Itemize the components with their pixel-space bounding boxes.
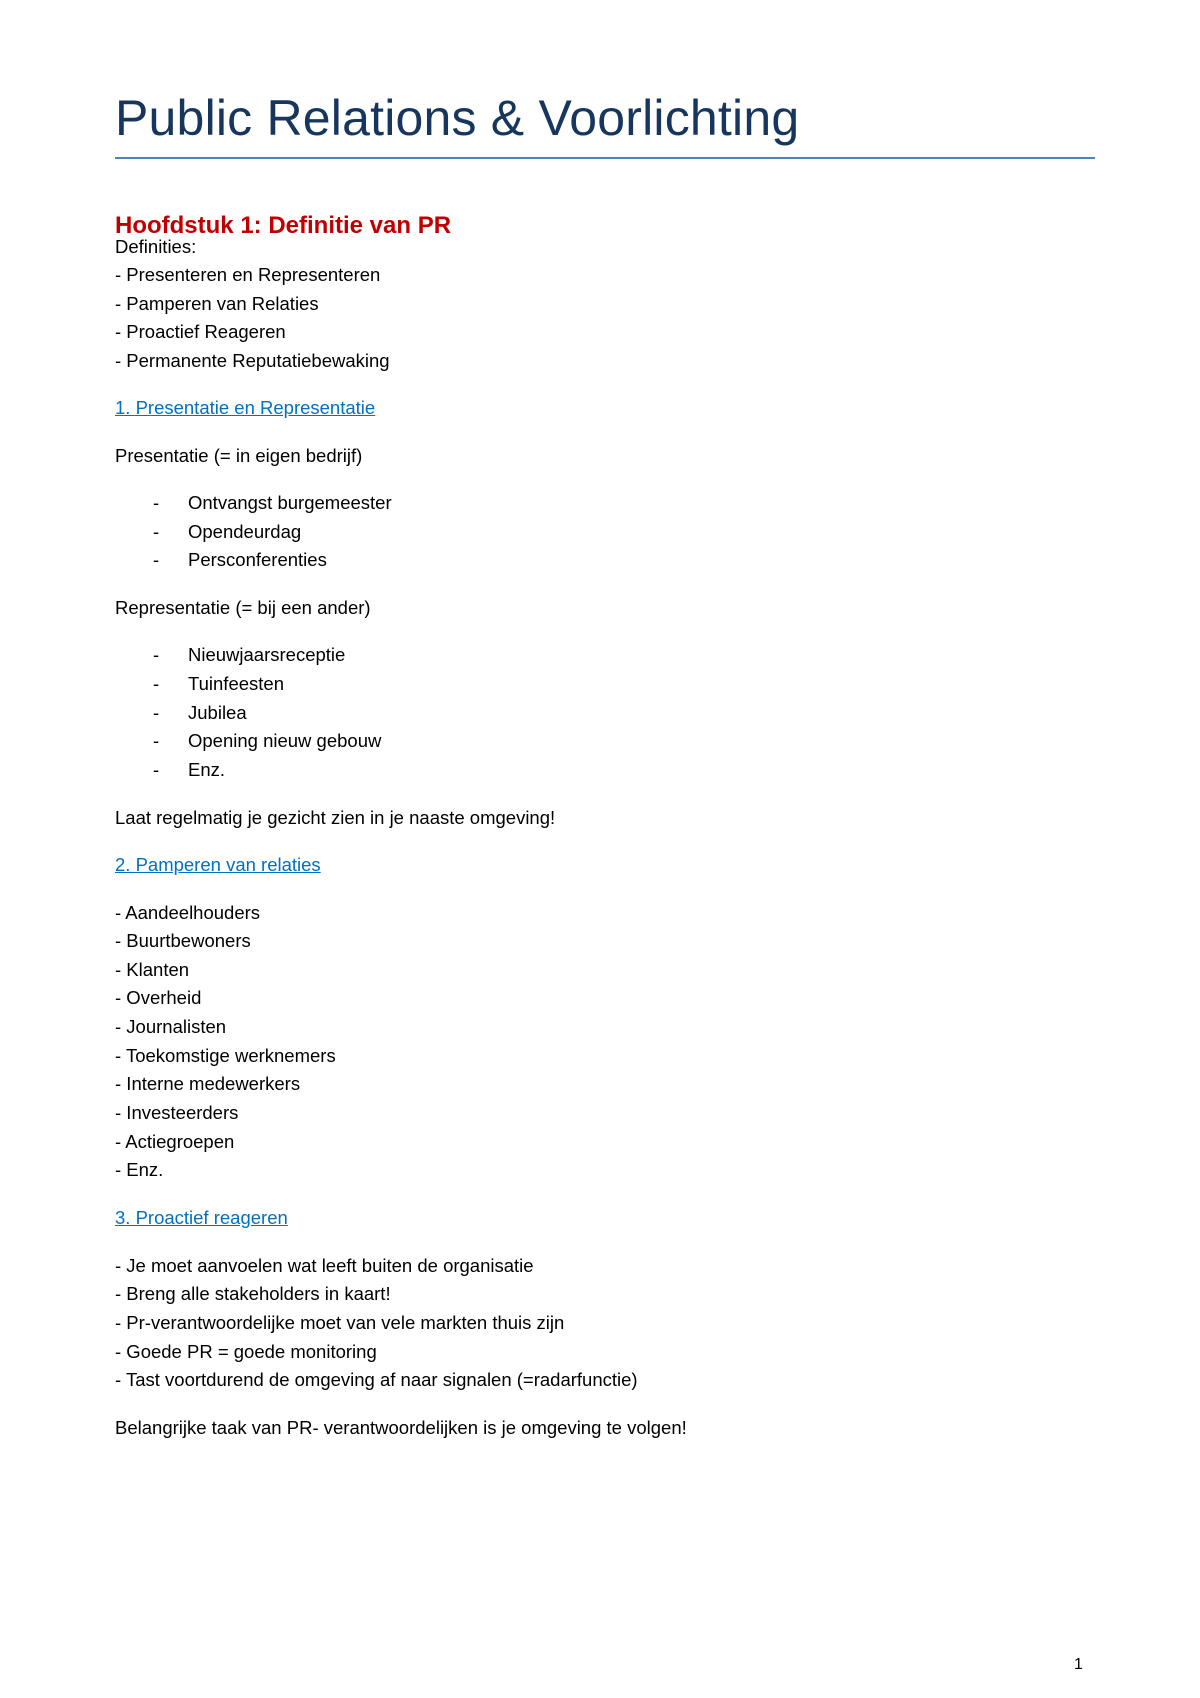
definition-item: - Pamperen van Relaties — [115, 293, 319, 314]
section-3-conclusion-line — [115, 1416, 687, 1441]
list-item: - Nieuwjaarsreceptie — [153, 644, 346, 665]
section-1-conclusion: Laat regelmatig je gezicht zien in je naaste omgeving! — [115, 807, 556, 828]
list-item: - Opening nieuw gebouw — [153, 730, 382, 751]
presentatie-label: Presentatie (= in eigen bedrijf) — [115, 445, 363, 466]
list-item: - Breng alle stakeholders in kaart! — [115, 1283, 391, 1304]
list-item: - Interne medewerkers — [115, 1073, 301, 1094]
section-2-heading: 2. Pamperen van relaties — [115, 854, 321, 875]
list-item: - Klanten — [115, 959, 190, 980]
section-3-conclusion: Belangrijke taak van PR- verantwoordelijken is je omgeving te volgen! — [115, 1417, 687, 1438]
section-1-conclusion-line — [115, 806, 555, 831]
list-item: - Investeerders — [115, 1102, 239, 1123]
definition-item: - Permanente Reputatiebewaking — [115, 350, 390, 371]
definition-item: - Presenteren en Representeren — [115, 264, 381, 285]
presentatie-label-line — [115, 444, 362, 469]
list-item: - Buurtbewoners — [115, 930, 251, 951]
list-item: - Aandeelhouders — [115, 902, 261, 923]
list-item: - Ontvangst burgemeester — [153, 492, 392, 513]
title-underline — [115, 157, 1095, 159]
section-1-heading: 1. Presentatie en Representatie — [115, 397, 376, 418]
definition-item: - Proactief Reageren — [115, 321, 286, 342]
list-item: - Pr-verantwoordelijke moet van vele markten thuis zijn — [115, 1312, 565, 1333]
list-item: - Journalisten — [115, 1016, 227, 1037]
list-item: - Enz. — [153, 759, 226, 780]
list-item: - Jubilea — [153, 702, 247, 723]
document-title: Public Relations & Voorlichting — [115, 90, 800, 146]
chapter-heading: Hoofdstuk 1: Definitie van PR — [115, 212, 452, 239]
page-number: 1 — [1074, 1656, 1083, 1673]
definitions-heading: Definities: — [115, 236, 197, 257]
list-item: - Persconferenties — [153, 549, 327, 570]
list-item: - Actiegroepen — [115, 1131, 235, 1152]
list-item: - Overheid — [115, 987, 202, 1008]
representatie-label-line — [115, 596, 371, 621]
list-item: - Enz. — [115, 1159, 164, 1180]
list-item: - Tast voortdurend de omgeving af naar signalen (=radarfunctie) — [115, 1369, 638, 1390]
list-item: - Opendeurdag — [153, 521, 302, 542]
section-3-heading: 3. Proactief reageren — [115, 1207, 288, 1228]
list-item: - Je moet aanvoelen wat leeft buiten de organisatie — [115, 1255, 534, 1276]
representatie-label: Representatie (= bij een ander) — [115, 597, 371, 618]
list-item: - Toekomstige werknemers — [115, 1045, 336, 1066]
list-item: - Goede PR = goede monitoring — [115, 1341, 377, 1362]
list-item: - Tuinfeesten — [153, 673, 284, 694]
